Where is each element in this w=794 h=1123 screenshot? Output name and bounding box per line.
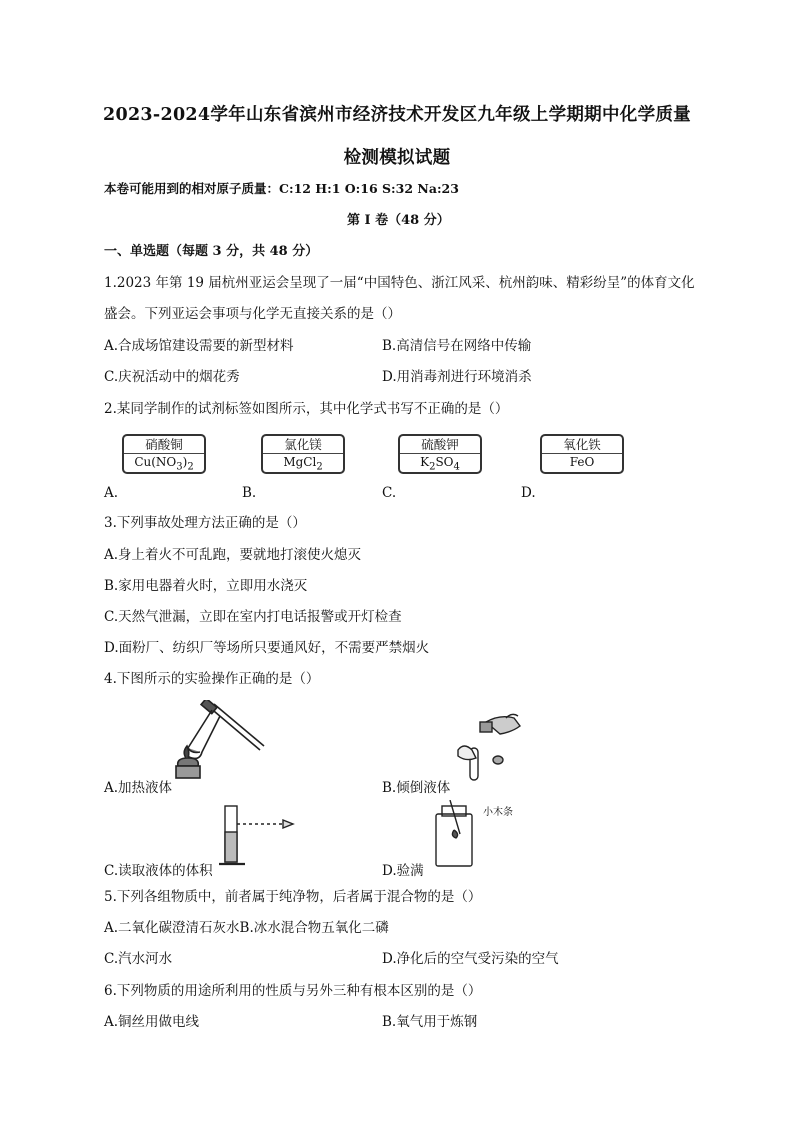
document-title-line2: 检测模拟试题 <box>343 148 451 168</box>
heating-liquid-figure <box>170 700 280 782</box>
reagent-name-a: 硝酸铜 <box>124 436 204 454</box>
reagent-formula-a: $Cu(NO_3)_2$ <box>134 455 194 473</box>
q2-letter-b: B. <box>242 485 257 501</box>
q2-letter-d: D. <box>521 485 536 501</box>
pouring-liquid-figure <box>452 712 532 784</box>
q1-option-b: B.高清信号在网络中传输 <box>382 338 532 354</box>
q2-stem: 2.某同学制作的试剂标签如图所示，其中化学式书写不正确的是（） <box>104 401 509 417</box>
q5-option-ab: A.二氧化碳澄清石灰水B.冰水混合物五氧化二磷 <box>104 920 389 936</box>
atomic-mass-note: 本卷可能用到的相对原子质量：C:12 H:1 O:16 S:32 Na:23 <box>104 181 459 196</box>
q1-stem-line2: 盛会。下列亚运会事项与化学无直接关系的是（） <box>104 306 401 322</box>
q3-option-a: A.身上着火不可乱跑，要就地打滚使火熄灭 <box>104 547 362 563</box>
q4-stem: 4.下图所示的实验操作正确的是（） <box>104 671 320 687</box>
q3-option-c: C.天然气泄漏，立即在室内打电话报警或开灯检查 <box>104 609 402 625</box>
q5-option-c: C.汽水河水 <box>104 951 173 967</box>
q1-option-a: A.合成场馆建设需要的新型材料 <box>104 338 294 354</box>
q6-option-a: A.铜丝用做电线 <box>104 1014 200 1030</box>
reagent-label-a <box>122 434 206 474</box>
graduated-cylinder-figure <box>205 804 300 868</box>
document-title-line1: 2023-2024学年山东省滨州市经济技术开发区九年级上学期期中化学质量 <box>103 105 691 125</box>
reagent-label-c <box>398 434 482 474</box>
q1-option-c: C.庆祝活动中的烟花秀 <box>104 369 240 385</box>
reagent-name-b: 氯化镁 <box>263 436 343 454</box>
q2-letter-c: C. <box>382 485 397 501</box>
q1-stem-line1: 1.2023 年第 19 届杭州亚运会呈现了一届“中国特色、浙江风采、杭州韵味、精彩纷呈”的体育文化 <box>104 275 695 291</box>
reagent-name-c: 硫酸钾 <box>400 436 480 454</box>
q3-stem: 3.下列事故处理方法正确的是（） <box>104 515 306 531</box>
part-title: 一、单选题（每题 3 分，共 48 分） <box>104 244 319 259</box>
q2-letter-a: A. <box>104 485 119 501</box>
q3-option-b: B.家用电器着火时，立即用水浇灭 <box>104 578 308 594</box>
reagent-label-d <box>540 434 624 474</box>
q5-stem: 5.下列各组物质中，前者属于纯净物，后者属于混合物的是（） <box>104 889 482 905</box>
q3-option-d: D.面粉厂、纺织厂等场所只要通风好，不需要严禁烟火 <box>104 640 430 656</box>
q4-option-a: A.加热液体 <box>104 780 173 796</box>
q6-stem: 6.下列物质的用途所利用的性质与另外三种有根本区别的是（） <box>104 983 482 999</box>
reagent-label-b <box>261 434 345 474</box>
q1-option-d: D.用消毒剂进行环境消杀 <box>382 369 532 385</box>
q6-option-b: B.氧气用于炼钢 <box>382 1014 478 1030</box>
q5-option-d: D.净化后的空气受污染的空气 <box>382 951 559 967</box>
wood-splint-label: 小木条 <box>483 807 513 818</box>
q4-option-c: C.读取液体的体积 <box>104 863 213 879</box>
reagent-name-d: 氧化铁 <box>542 436 622 454</box>
reagent-formula-b: MgCl$_2$ <box>283 455 323 473</box>
section-title: 第 I 卷（48 分） <box>347 213 450 228</box>
q4-option-d: D.验满 <box>382 863 424 879</box>
reagent-formula-d: FeO <box>569 455 595 469</box>
reagent-formula-c: $K_2SO_4$ <box>420 455 460 473</box>
q4-option-b: B.倾倒液体 <box>382 780 451 796</box>
